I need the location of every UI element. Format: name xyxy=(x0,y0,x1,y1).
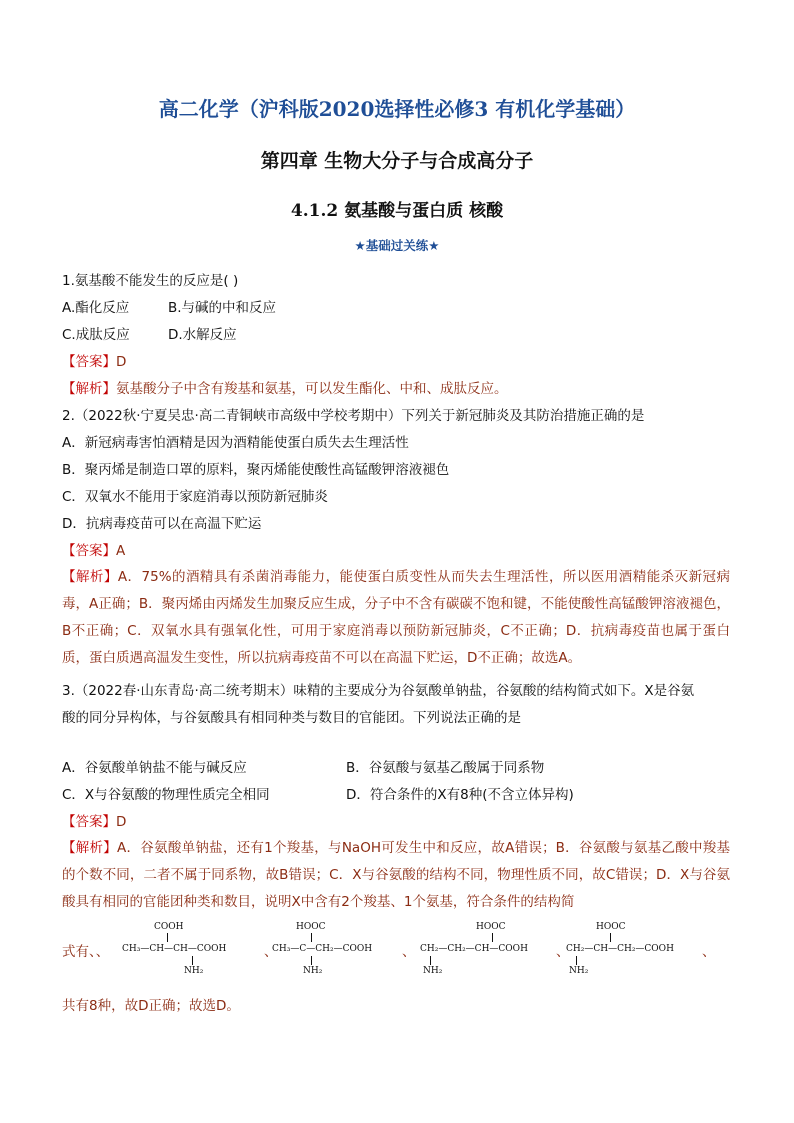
subsection-banner: ★基础过关练★ xyxy=(354,238,440,253)
bond-line xyxy=(311,933,312,942)
structure-top-group: HOOC xyxy=(476,922,506,932)
answer-value: D xyxy=(116,814,127,830)
q3-explanation xyxy=(62,835,730,916)
bond-line xyxy=(311,956,312,965)
section-title: 4.1.2 氨基酸与蛋白质 核酸 xyxy=(290,201,504,221)
q3-explanation-end: 共有8种，故D正确；故选D。 xyxy=(62,998,240,1014)
structure-main-chain: CH₂—CH₂—CH—COOH xyxy=(420,944,528,954)
answer-tag: 【答案】 xyxy=(62,354,116,370)
structure-separator: 、 xyxy=(556,944,570,960)
bond-line xyxy=(576,956,577,965)
q3-structures-prefix: 式有、、 xyxy=(62,944,110,960)
structure-separator: 、 xyxy=(702,944,716,960)
explanation-text: A．75%的酒精具有杀菌消毒能力，能使蛋白质变性从而失去生理活性，所以医用酒精能杀灭新冠病毒，A正确；B．聚丙烯由丙烯发生加聚反应生成，分子中不含有碳碳不饱和键，不能使酸性高锰酸钾溶液褪色，B不正确；C．双氧水具有强氧化性，可用于家庭消毒以预防新冠肺炎，C不正确；D．抗病毒疫苗也属于蛋白质，蛋白质遇高温发生变性，所以抗病毒疫苗不可以在高温下贮运，D不正确；故选A。 xyxy=(62,569,731,666)
explanation-tag: 【解析】 xyxy=(62,840,118,856)
structure-bottom-group: NH₂ xyxy=(184,966,204,976)
answer-value: D xyxy=(116,354,127,370)
q3-answer xyxy=(62,813,126,831)
q2-option-d: D．抗病毒疫苗可以在高温下贮运 xyxy=(62,516,262,532)
q3-option-c: C．X与谷氨酸的物理性质完全相同 xyxy=(62,787,270,803)
structure-separator: 、 xyxy=(264,944,278,960)
structure-main-chain: CH₃—CH—CH—COOH xyxy=(122,944,227,954)
structure-main-chain: CH₃—C—CH₂—COOH xyxy=(272,944,373,954)
answer-value: A xyxy=(116,543,126,559)
q1-explanation xyxy=(62,380,508,398)
q2-answer xyxy=(62,542,125,560)
q3-option-d: D．符合条件的X有8种(不含立体异构) xyxy=(346,787,574,803)
q1-option-b: B.与碱的中和反应 xyxy=(168,300,277,316)
structure-bottom-group: NH₂ xyxy=(569,966,589,976)
explanation-text: 氨基酸分子中含有羧基和氨基，可以发生酯化、中和、成肽反应。 xyxy=(116,381,508,397)
structure-main-chain: CH₂—CH—CH₂—COOH xyxy=(566,944,674,954)
structure-bottom-group: NH₂ xyxy=(303,966,323,976)
answer-tag: 【答案】 xyxy=(62,543,116,559)
bond-line xyxy=(430,956,431,965)
q1-stem: 1.氨基酸不能发生的反应是( ) xyxy=(62,273,239,289)
document-title: 高二化学（沪科版2020选择性必修3 有机化学基础） xyxy=(158,97,636,121)
structure-top-group: HOOC xyxy=(596,922,626,932)
structure-formula-2 xyxy=(272,922,412,982)
q3-stem-line1: 3.（2022春·山东青岛·高二统考期末）味精的主要成分为谷氨酸单钠盐，谷氨酸的结构简式如下。X是谷氨 xyxy=(62,683,695,699)
q1-option-c: C.成肽反应 xyxy=(62,327,130,343)
bond-line xyxy=(167,933,168,942)
q2-option-b: B．聚丙烯是制造口罩的原料，聚丙烯能使酸性高锰酸钾溶液褪色 xyxy=(62,462,450,478)
structure-formula-3 xyxy=(420,922,560,982)
q1-answer xyxy=(62,353,126,371)
q2-stem: 2.（2022秋·宁夏吴忠·高二青铜峡市高级中学校考期中）下列关于新冠肺炎及其防治措施正确的是 xyxy=(62,408,645,424)
q3-stem-line2: 酸的同分异构体，与谷氨酸具有相同种类与数目的官能团。下列说法正确的是 xyxy=(62,710,521,726)
structure-bottom-group: NH₂ xyxy=(423,966,443,976)
explanation-text: A．谷氨酸单钠盐，还有1个羧基，与NaOH可发生中和反应，故A错误；B．谷氨酸与氨基乙酸中羧基的个数不同，二者不属于同系物，故B错误；C．X与谷氨酸的结构不同，物理性质不同，故C错误；D．X与谷氨酸具有相同的官能团种类和数目，说明X中含有2个羧基、1个氨基，符合条件的结构简 xyxy=(62,840,731,910)
explanation-tag: 【解析】 xyxy=(62,381,116,397)
q1-option-a: A.酯化反应 xyxy=(62,300,130,316)
q1-option-d: D.水解反应 xyxy=(168,327,237,343)
q3-option-a: A．谷氨酸单钠盐不能与碱反应 xyxy=(62,760,247,776)
structure-formula-1 xyxy=(122,922,262,982)
answer-tag: 【答案】 xyxy=(62,814,116,830)
bond-line xyxy=(192,956,193,965)
q2-option-a: A．新冠病毒害怕酒精是因为酒精能使蛋白质失去生理活性 xyxy=(62,435,409,451)
structure-formula-4 xyxy=(566,922,706,982)
q2-explanation xyxy=(62,564,730,672)
structure-separator: 、 xyxy=(402,944,416,960)
structure-top-group: COOH xyxy=(154,922,184,932)
bond-line xyxy=(610,933,611,942)
explanation-tag: 【解析】 xyxy=(62,569,118,585)
q3-option-b: B．谷氨酸与氨基乙酸属于同系物 xyxy=(346,760,545,776)
bond-line xyxy=(492,933,493,942)
chapter-title: 第四章 生物大分子与合成高分子 xyxy=(260,150,534,172)
q2-option-c: C．双氧水不能用于家庭消毒以预防新冠肺炎 xyxy=(62,489,328,505)
structure-top-group: HOOC xyxy=(296,922,326,932)
